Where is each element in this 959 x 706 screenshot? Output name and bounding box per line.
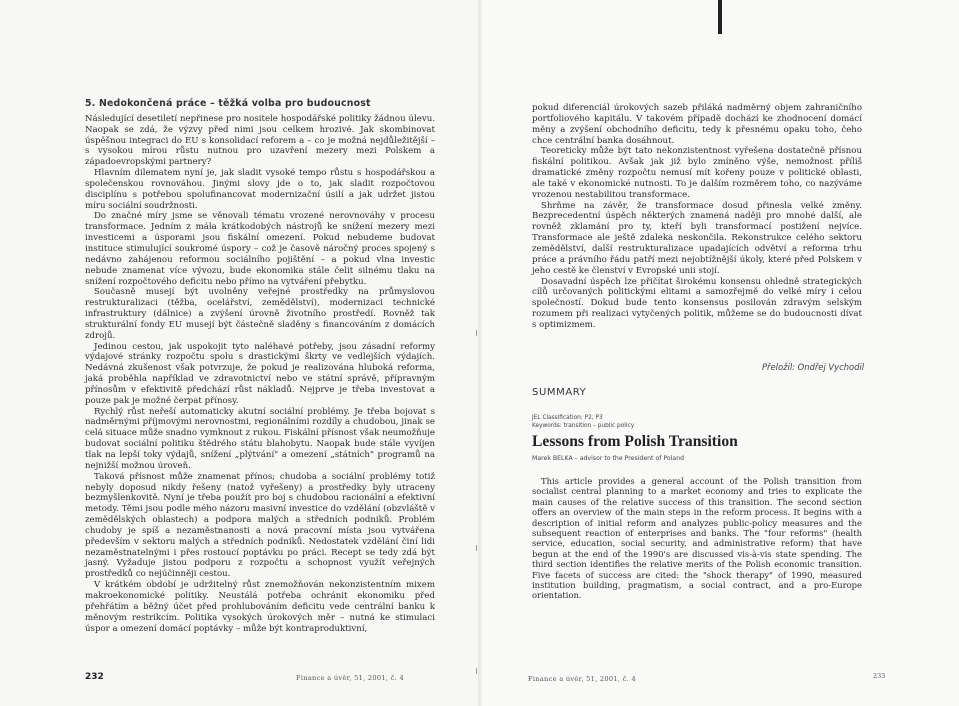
paragraph: pokud diferenciál úrokových sazeb přiláká nadměrný objem zahraničního portfoliového kapitálu. V takovém případě dochází ke zhodnocení domácí měny a zvýšení obchodního deficitu, tedy k přesnému opaku toho, čeho chce centrální banka dosáhnout. [532, 103, 862, 146]
page-number: 233 [873, 672, 886, 680]
right-page [482, 0, 959, 706]
paragraph: Následující desetiletí nepřinese pro nositele hospodářské politiky žádnou úlevu. Naopak se zdá, že výzvy před nimi jsou celkem hrozivé. Jak skombinovat úspěšnou integraci do EU s konsolidací reforem a – co je možná nejdůležitější – s vysokou mírou růstu nutnou pro uzavření mezery mezi Polskem a západoevropskými partnery? [85, 113, 435, 168]
paragraph: Taková přísnost může znamenat přínos; chudoba a sociální problémy totiž nebyly doposud nikdy řešeny (natož vyřešeny) a prostředky byly utraceny bezmyšlenkovitě. Nyní je třeba použít pro boj s chudobou racionální a efektivní metody. Těmi jsou podle mého názoru masivní investice do vzdělání (obzvláště v zemědělských oblastech) a podpora malých a středních podniků. Problém chudoby je spíš a nezaměstnanosti a nová pracovní místa jsou vytvářena především v sektoru malých a středních podniků. Nedostatek vzdělání činí lidi nezaměstnatelnými i přes rostoucí poptávku po práci. Recept se tedy zdá být jasný. Vyžaduje jistou podporu z rozpočtu a schopnost využít veřejných prostředků co nejúčinněji cestou. [85, 471, 435, 580]
paragraph: Rychlý růst neřeší automaticky akutní sociální problémy. Je třeba bojovat s nadměrnými příjmovými nerovnostmi, regionálními rozdíly a chudobou, jinak se celá situace může snadno vymknout z rukou. Fiskální přísnost však neumožňuje budovat sociální politiku štědrého státu blahobytu. Naopak bude stále vyvíjen tlak na lepší toky výdajů, snížení „plýtvání" a omezení „státních" programů na nejnižší možnou úroveň. [85, 406, 435, 471]
journal-footer: Finance a úvěr, 51, 2001, č. 4 [528, 675, 636, 683]
jel-block [532, 415, 634, 430]
paragraph: Teoreticky může být tato nekonzistentnost vyřešena dostatečně přísnou fiskální politikou. Avšak jak již bylo zmíněno výše, nemožnost příliš dramatické změny rozpočtu nemusí mít kořeny pouze v politické oblasti, ale také v ekonomické nutnosti. To je dalším rozměrem toho, co nazýváme vrozenou nestabilitou transformace. [532, 146, 862, 200]
keywords: Keywords: transition – public policy [532, 422, 635, 429]
journal-footer: Finance a úvěr, 51, 2001, č. 4 [296, 674, 404, 682]
gutter-mark [476, 545, 477, 551]
paragraph: Do značné míry jsme se věnovali tématu vrozené nerovnováhy v procesu transformace. Jedním z mála krátkodobých nástrojů ke snížení mezery mezi investicemi a úsporami jsou fiskální omezení. Pokud nebudeme budovat instituce stimulující soukromé úspory – což je časově náročný proces spojený s nedávno zahájenou reformou sociálního pojištění – a pokud vlna investic nebude znamenat více vývozu, bude ekonomika stále čelit silnému tlaku na snížení rozpočtového deficitu nebo přímo na vytváření přebytku. [85, 211, 435, 287]
section-heading: 5. Nedokončená práce – těžká volba pro budoucnost [85, 98, 371, 109]
paragraph: Současně musejí být uvolněny veřejné prostředky na průmyslovou restrukturalizaci (těžba, ocelářství, zemědělství), modernizaci technické infrastruktury (dálnice) a zvýšení úrovně životního prostředí. Rovněž tak strukturální fondy EU musejí být částečně sladěny s financováním z domácích zdrojů. [85, 287, 435, 341]
summary-heading: SUMMARY [532, 387, 587, 398]
right-text-column [532, 103, 862, 331]
abstract: This article provides a general account of the Polish transition from socialist central planning to a market economy and tries to explicate the main causes of the relative success of this transition. The second section offers an overview of the main steps in the reform process. It begins with a description of initial reform and analyzes public-policy measures and the subsequent reaction of enterprises and banks. The "four reforms" (health service, education, social security, and administrative reform) that have begun at the end of the 1990's are discussed vis-à-vis state spending. The third section identifies the relative merits of the Polish economic transition. Five facets of success are cited: the "shock therapy" of 1990, measured institution building, pragmatism, a social contract, and a pro-Europe orientation. [532, 476, 862, 601]
page-number: 232 [85, 672, 104, 682]
jel-classification: JEL Classification: P2, P3 [532, 415, 603, 421]
translator-credit: Přeložil: Ondřej Vychodil [762, 362, 865, 372]
paragraph: Hlavním dilematem nyní je, jak sladit vysoké tempo růstu s hospodářskou a společenskou rovnováhou. Jinými slovy jde o to, jak sladit rozpočtovou disciplínu s potřebou spolufinancovat modernizační úsilí a jak udržet jistou míru sociální soudržnosti. [85, 168, 435, 211]
left-text-column [85, 99, 435, 634]
paragraph: Dosavadní úspěch lze přičítat širokému konsensu ohledně strategických cílů určovaných politickými elitami a samozřejmě do velké míry i celou společností. Dokud bude tento konsensus posilován zdravým selským rozumem při realizaci vytyčených politik, můžeme se do budoucnosti dívat s optimizmem. [532, 276, 862, 330]
english-title: Lessons from Polish Transition [532, 433, 738, 450]
author-line: Marek BELKA – advisor to the President of Poland [532, 455, 685, 462]
gutter-mark [476, 330, 477, 336]
paragraph: V krátkém období je udržitelný růst znemožňován nekonzistentním mixem makroekonomické politiky. Neustálá potřeba ochránit ekonomiku před přehřátím a běžný účet před prohlubováním deficitu vede centrální banku k měnovým restrikcím. Politika vysokých úrokových měr – nutná ke stimulaci úspor a omezení domácí poptávky – může být kontraproduktivní, [85, 580, 435, 634]
gutter-mark [476, 668, 477, 674]
paragraph: Shrňme na závěr, že transformace dosud přinesla velké změny. Bezprecedentní úspěch některých znamená naději pro mnohé další, ale rovněž zklamání pro ty, kteří byli transformací postižení nejvíce. Transformace ale ještě zdaleka neskončila. Rekonstrukce celého sektoru zemědělství, další restrukturalizace upadajících odvětví a reforma trhu práce a právního řádu patří mezi nejobtížnější úkoly, které před Polskem v jeho cestě ke členství v Evropské unii stojí. [532, 200, 862, 276]
header-bar [718, 0, 722, 34]
paragraph: Jedinou cestou, jak uspokojit tyto naléhavé potřeby, jsou zásadní reformy výdajové stránky rozpočtu spolu s drastickými škrty ve vedlejších výdajích. Nedávná zkušenost však potvrzuje, že pokud je realizována hluboká reforma, jaká proběhla například ve zdravotnictví nebo ve státní správě, přípravným přínosům v efektivitě předchází růst nákladů. Nejprve je třeba investovat a pouze pak je možné čerpat přínosy. [85, 341, 435, 406]
